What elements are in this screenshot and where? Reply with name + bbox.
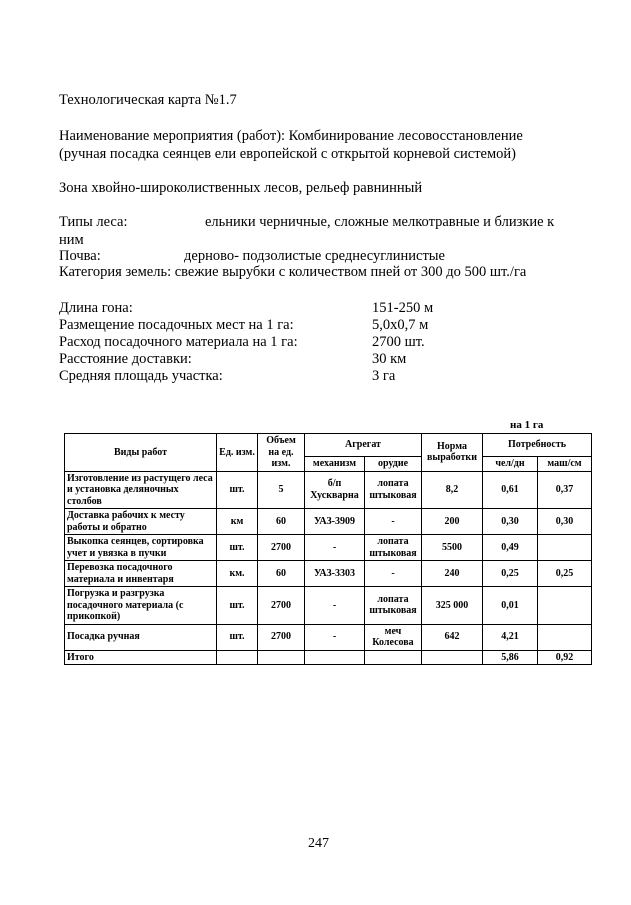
cell-mechanism: УАЗ-3303 xyxy=(305,561,365,587)
cell-mechanism: УАЗ-3909 xyxy=(305,509,365,535)
cell-volume: 60 xyxy=(258,561,305,587)
param-value: 30 км xyxy=(372,351,407,367)
cell-unit: шт. xyxy=(217,471,258,509)
header-norm: Норма выработки xyxy=(422,434,483,472)
tech-card-table xyxy=(64,433,592,665)
cell-volume: 60 xyxy=(258,509,305,535)
cell-tool: лопата штыковая xyxy=(365,587,422,625)
forest-types-value: ельники черничные, сложные мелкотравные и близкие к xyxy=(205,214,555,230)
cell-volume: 2700 xyxy=(258,624,305,650)
cell-norm: 240 xyxy=(422,561,483,587)
per-ha-note: на 1 га xyxy=(510,419,544,431)
cell-volume: 5 xyxy=(258,471,305,509)
cell-unit: км xyxy=(217,509,258,535)
table-row xyxy=(65,624,592,650)
cell-tool: - xyxy=(365,561,422,587)
cell-unit: шт. xyxy=(217,587,258,625)
cell-tool: меч Колесова xyxy=(365,624,422,650)
param-value: 151-250 м xyxy=(372,300,434,316)
cell-man-days: 4,21 xyxy=(483,624,538,650)
table-row xyxy=(65,471,592,509)
cell-machine-shifts: 0,37 xyxy=(538,471,592,509)
param-label: Длина гона: xyxy=(59,300,133,316)
cell-empty xyxy=(365,650,422,665)
cell-man-days: 0,25 xyxy=(483,561,538,587)
cell-norm: 5500 xyxy=(422,535,483,561)
table-row xyxy=(65,561,592,587)
cell-total-label: Итого xyxy=(65,650,217,665)
cell-volume: 2700 xyxy=(258,535,305,561)
cell-machine-shifts: 0,30 xyxy=(538,509,592,535)
cell-machine-shifts xyxy=(538,535,592,561)
page-number: 247 xyxy=(308,836,329,851)
header-machine-shifts: маш/см xyxy=(538,456,592,471)
cell-work-name: Посадка ручная xyxy=(65,624,217,650)
cell-tool: - xyxy=(365,509,422,535)
header-man-days: чел/дн xyxy=(483,456,538,471)
header-volume: Объем на ед. изм. xyxy=(258,434,305,472)
card-title: Технологическая карта №1.7 xyxy=(59,92,237,108)
table-row xyxy=(65,509,592,535)
cell-man-days: 0,49 xyxy=(483,535,538,561)
header-mechanism: механизм xyxy=(305,456,365,471)
header-work-types: Виды работ xyxy=(65,434,217,472)
cell-mechanism: - xyxy=(305,624,365,650)
cell-machine-shifts: 0,25 xyxy=(538,561,592,587)
table-total-row xyxy=(65,650,592,665)
cell-norm: 8,2 xyxy=(422,471,483,509)
header-need: Потребность xyxy=(483,434,592,457)
cell-work-name: Доставка рабочих к месту работы и обратно xyxy=(65,509,217,535)
cell-work-name: Погрузка и разгрузка посадочного материала (с прикопкой) xyxy=(65,587,217,625)
event-name-line-1: Наименование мероприятия (работ): Комбинирование лесовосстановление xyxy=(59,128,523,144)
cell-total-machine-shifts: 0,92 xyxy=(538,650,592,665)
header-aggregate: Агрегат xyxy=(305,434,422,457)
header-tool: орудие xyxy=(365,456,422,471)
cell-tool: лопата штыковая xyxy=(365,471,422,509)
param-label: Средняя площадь участка: xyxy=(59,368,223,384)
soil-label: Почва: xyxy=(59,248,101,264)
zone-text: Зона хвойно-широколиственных лесов, рельеф равнинный xyxy=(59,180,423,196)
cell-unit: шт. xyxy=(217,535,258,561)
soil-value: дерново- подзолистые среднесуглинистые xyxy=(184,248,445,264)
cell-norm: 200 xyxy=(422,509,483,535)
param-label: Расход посадочного материала на 1 га: xyxy=(59,334,298,350)
cell-total-man-days: 5,86 xyxy=(483,650,538,665)
cell-norm: 325 000 xyxy=(422,587,483,625)
land-category: Категория земель: свежие вырубки с количеством пней от 300 до 500 шт./га xyxy=(59,264,527,280)
cell-work-name: Изготовление из растущего леса и установка деляночных столбов xyxy=(65,471,217,509)
table-row xyxy=(65,535,592,561)
table-row xyxy=(65,587,592,625)
cell-empty xyxy=(422,650,483,665)
forest-types-continuation: ним xyxy=(59,232,84,248)
cell-man-days: 0,30 xyxy=(483,509,538,535)
param-value: 5,0х0,7 м xyxy=(372,317,429,333)
event-name-line-2: (ручная посадка сеянцев ели европейской с открытой корневой системой) xyxy=(59,146,516,162)
cell-volume: 2700 xyxy=(258,587,305,625)
param-label: Расстояние доставки: xyxy=(59,351,192,367)
cell-unit: км. xyxy=(217,561,258,587)
cell-tool: лопата штыковая xyxy=(365,535,422,561)
cell-mechanism: - xyxy=(305,587,365,625)
forest-types-label: Типы леса: xyxy=(59,214,128,230)
param-label: Размещение посадочных мест на 1 га: xyxy=(59,317,294,333)
cell-man-days: 0,61 xyxy=(483,471,538,509)
cell-work-name: Выкопка сеянцев, сортировка учет и увязка в пучки xyxy=(65,535,217,561)
cell-machine-shifts xyxy=(538,587,592,625)
cell-work-name: Перевозка посадочного материала и инвентаря xyxy=(65,561,217,587)
cell-unit: шт. xyxy=(217,624,258,650)
cell-machine-shifts xyxy=(538,624,592,650)
param-value: 3 га xyxy=(372,368,396,384)
cell-empty xyxy=(258,650,305,665)
cell-norm: 642 xyxy=(422,624,483,650)
cell-mechanism: б/п Хускварна xyxy=(305,471,365,509)
param-value: 2700 шт. xyxy=(372,334,425,350)
cell-mechanism: - xyxy=(305,535,365,561)
cell-empty xyxy=(305,650,365,665)
header-unit: Ед. изм. xyxy=(217,434,258,472)
cell-man-days: 0,01 xyxy=(483,587,538,625)
cell-empty xyxy=(217,650,258,665)
